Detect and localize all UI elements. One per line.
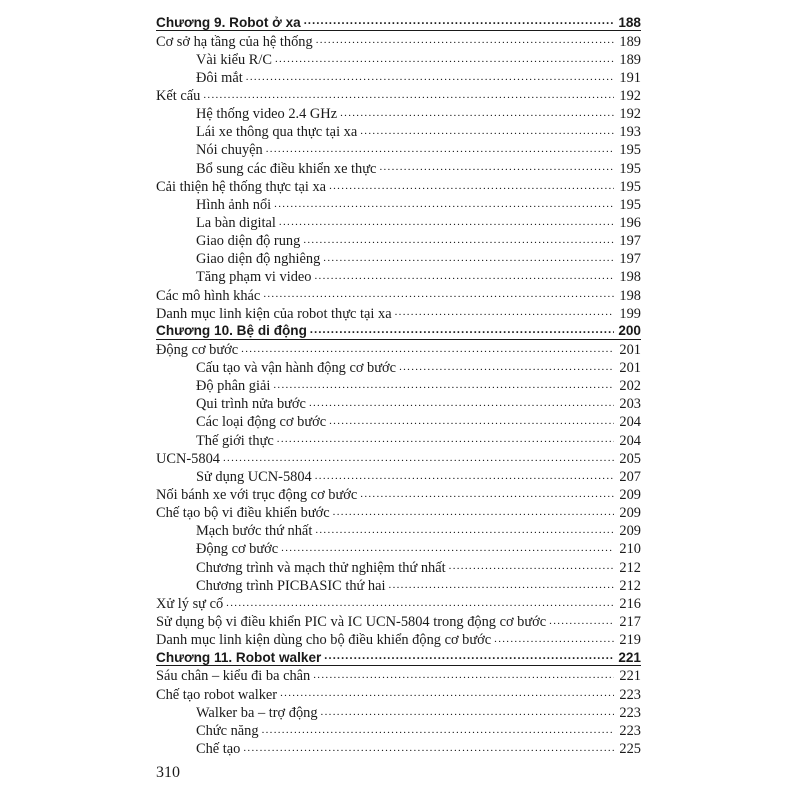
entry-page-number: 192 [619,106,641,123]
entry-title: Sử dụng UCN-5804 [196,468,312,485]
entry-page-number: 201 [619,341,641,358]
chapter-title: Chương 9. Robot ở xa [156,14,301,30]
dot-leader [266,140,614,154]
entry-title: Danh mục linh kiện của robot thực tại xa [156,305,392,322]
toc-entry [156,575,641,593]
entry-title: Thế giới thực [196,432,274,449]
entry-page-number: 200 [618,322,641,338]
toc-chapter-heading [156,648,641,666]
dot-leader [246,67,614,81]
entry-title: Các mô hình khác [156,287,261,304]
dot-leader [281,539,614,553]
dot-leader [310,321,614,335]
toc-entry [156,412,641,430]
entry-title: Hình ảnh nổi [196,196,272,213]
toc-entry [156,140,641,158]
entry-page-number: 223 [619,686,641,703]
entry-page-number: 204 [619,414,641,431]
entry-page-number: 189 [619,51,641,68]
dot-leader [279,213,614,227]
entry-page-number: 221 [618,649,641,665]
dot-leader [274,194,614,208]
toc-entry [156,630,641,648]
chapter-title: Chương 11. Robot walker [156,649,322,665]
dot-leader [309,394,614,408]
toc-entry [156,340,641,358]
dot-leader [280,684,614,698]
dot-leader [549,612,614,626]
toc-entry [156,612,641,630]
dot-leader [315,521,614,535]
entry-title: Hệ thống video 2.4 GHz [196,106,338,123]
toc-entry [156,67,641,85]
entry-title: Nói chuyện [196,142,263,159]
dot-leader [203,86,614,100]
entry-title: Sáu chân – kiểu đi ba chân [156,668,311,685]
toc-entry [156,702,641,720]
dot-leader [321,702,614,716]
entry-title: Giao diện độ rung [196,233,301,250]
entry-page-number: 188 [618,14,641,30]
entry-title: Đôi mắt [196,69,243,86]
entry-page-number: 198 [619,287,641,304]
entry-page-number: 210 [619,541,641,558]
toc-entry [156,684,641,702]
dot-leader [263,285,614,299]
entry-title: Chế tạo [196,741,241,758]
entry-page-number: 202 [619,378,641,395]
entry-page-number: 197 [619,251,641,268]
entry-title: Chế tạo robot walker [156,686,278,703]
toc-entry [156,194,641,212]
entry-title: Chế tạo bộ vi điều khiển bước [156,505,330,522]
dot-leader [313,666,614,680]
entry-page-number: 198 [619,269,641,286]
dot-leader [241,340,614,354]
entry-page-number: 191 [619,69,641,86]
entry-title: Mạch bước thứ nhất [196,523,313,540]
entry-title: La bàn digital [196,214,276,231]
entry-title: Kết cấu [156,87,201,104]
toc-entry [156,49,641,67]
entry-page-number: 209 [619,523,641,540]
entry-title: Nối bánh xe với trục động cơ bước [156,487,358,504]
entry-page-number: 195 [619,196,641,213]
toc-entry [156,521,641,539]
entry-page-number: 221 [619,668,641,685]
toc-entry [156,86,641,104]
toc-entry [156,249,641,267]
toc-entry [156,503,641,521]
toc-entry [156,231,641,249]
entry-title: Cấu tạo và vận hành động cơ bước [196,360,397,377]
toc-entry [156,104,641,122]
dot-leader [273,376,614,390]
entry-title: UCN-5804 [156,450,220,467]
entry-title: Bổ sung các điều khiển xe thực [196,160,377,177]
dot-leader [316,31,614,45]
entry-page-number: 225 [619,741,641,758]
entry-page-number: 196 [619,214,641,231]
entry-page-number: 205 [619,450,641,467]
entry-page-number: 216 [619,595,641,612]
entry-page-number: 193 [619,124,641,141]
entry-page-number: 203 [619,396,641,413]
entry-page-number: 223 [619,704,641,721]
entry-title: Các loại động cơ bước [196,414,327,431]
dot-leader [275,49,614,63]
dot-leader [395,303,614,317]
entry-page-number: 199 [619,305,641,322]
entry-page-number: 195 [619,142,641,159]
toc-entry [156,739,641,757]
toc-entry [156,176,641,194]
toc-entry [156,394,641,412]
entry-page-number: 204 [619,432,641,449]
entry-title: Chức năng [196,722,259,739]
entry-title: Danh mục linh kiện dùng cho bộ điều khiển động cơ bước [156,632,492,649]
entry-title: Độ phân giải [196,378,271,395]
entry-title: Walker ba – trợ động [196,704,318,721]
toc-entry [156,720,641,738]
toc-entry [156,467,641,485]
toc-entry [156,213,641,231]
chapter-title: Chương 10. Bệ di động [156,322,307,338]
toc-entry [156,448,641,466]
entry-title: Động cơ bước [196,541,279,558]
entry-title: Sử dụng bộ vi điều khiển PIC và IC UCN-5804 trong động cơ bước [156,614,547,631]
dot-leader [494,630,614,644]
entry-title: Tăng phạm vi video [196,269,312,286]
toc-entry [156,267,641,285]
dot-leader [360,122,614,136]
entry-title: Qui trình nửa bước [196,396,306,413]
entry-title: Cơ sở hạ tầng của hệ thống [156,33,313,50]
dot-leader [399,358,614,372]
dot-leader [226,594,614,608]
page-number: 310 [156,764,180,781]
dot-leader [262,720,614,734]
dot-leader [315,467,614,481]
dot-leader [329,176,614,190]
dot-leader [379,158,614,172]
entry-title: Chương trình và mạch thử nghiệm thứ nhất [196,559,446,576]
dot-leader [360,485,614,499]
entry-page-number: 223 [619,722,641,739]
toc-entry [156,557,641,575]
toc-chapter-heading [156,13,641,31]
dot-leader [340,104,614,118]
toc-entry [156,485,641,503]
entry-page-number: 217 [619,614,641,631]
toc-entry [156,158,641,176]
entry-page-number: 212 [619,577,641,594]
entry-page-number: 189 [619,33,641,50]
table-of-contents [156,13,641,757]
toc-entry [156,285,641,303]
toc-chapter-heading [156,321,641,339]
dot-leader [324,648,614,662]
dot-leader [449,557,614,571]
toc-entry [156,303,641,321]
dot-leader [333,503,614,517]
toc-entry [156,430,641,448]
dot-leader [303,231,614,245]
entry-title: Cải thiện hệ thống thực tại xa [156,178,327,195]
dot-leader [304,13,614,27]
entry-title: Giao diện độ nghiêng [196,251,321,268]
toc-entry [156,539,641,557]
entry-title: Vài kiểu R/C [196,51,272,68]
entry-title: Chương trình PICBASIC thứ hai [196,577,386,594]
dot-leader [243,739,614,753]
entry-page-number: 209 [619,505,641,522]
dot-leader [223,448,614,462]
dot-leader [389,575,614,589]
entry-page-number: 212 [619,559,641,576]
dot-leader [323,249,614,263]
entry-title: Lái xe thông qua thực tại xa [196,124,358,141]
toc-entry [156,376,641,394]
entry-page-number: 209 [619,487,641,504]
toc-entry [156,666,641,684]
entry-page-number: 207 [619,468,641,485]
entry-page-number: 192 [619,87,641,104]
entry-page-number: 197 [619,233,641,250]
entry-page-number: 219 [619,632,641,649]
entry-title: Động cơ bước [156,341,239,358]
toc-entry [156,122,641,140]
entry-page-number: 201 [619,360,641,377]
dot-leader [315,267,615,281]
toc-entry [156,358,641,376]
toc-entry [156,594,641,612]
entry-page-number: 195 [619,160,641,177]
dot-leader [329,412,614,426]
toc-entry [156,31,641,49]
entry-title: Xử lý sự cố [156,595,224,612]
dot-leader [277,430,614,444]
entry-page-number: 195 [619,178,641,195]
